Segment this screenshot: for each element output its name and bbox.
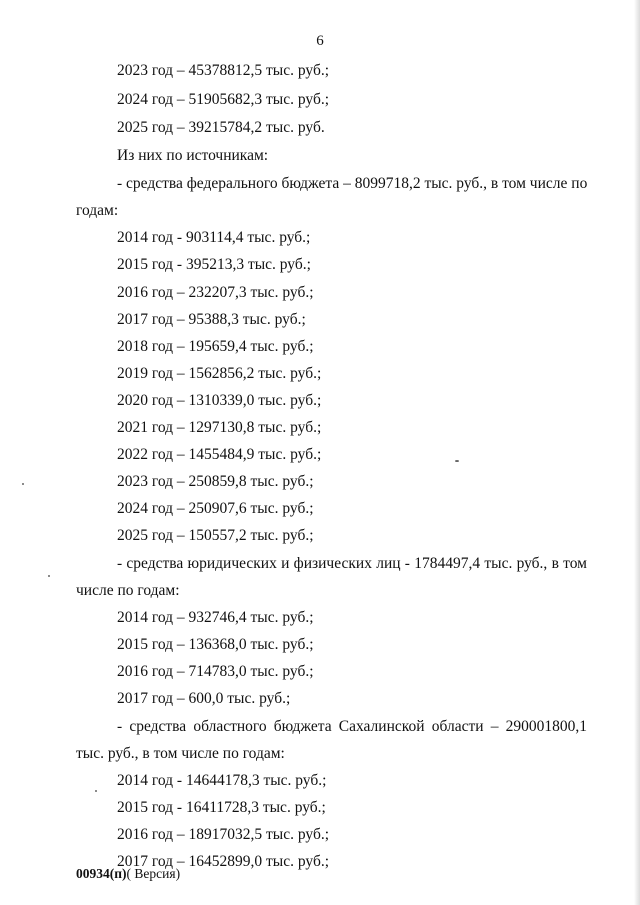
text-line-2024: 2024 год – 51905682,3 тыс. руб.; (117, 91, 330, 108)
regional-2017: 2017 год – 16452899,0 тыс. руб.; (117, 853, 330, 870)
federal-2015: 2015 год - 395213,3 тыс. руб.; (117, 256, 311, 273)
federal-2021: 2021 год – 1297130,8 тыс. руб.; (117, 419, 322, 436)
page-number: 6 (316, 33, 324, 49)
federal-2017: 2017 год – 95388,3 тыс. руб.; (117, 311, 306, 328)
legal-2015: 2015 год – 136368,0 тыс. руб.; (117, 636, 314, 653)
federal-2023: 2023 год – 250859,8 тыс. руб.; (117, 473, 314, 490)
federal-2016: 2016 год – 232207,3 тыс. руб.; (117, 284, 314, 301)
legal-entities-line: - средства юридических и физических лиц - 1784497,4 тыс. руб., в том (117, 555, 587, 572)
document-code: 00934(п) (76, 866, 127, 881)
federal-2022: 2022 год – 1455484,9 тыс. руб.; (117, 446, 322, 463)
legal-2014: 2014 год – 932746,4 тыс. руб.; (117, 609, 314, 626)
federal-2025: 2025 год – 150557,2 тыс. руб.; (117, 527, 314, 544)
legal-2017: 2017 год – 600,0 тыс. руб.; (117, 690, 291, 707)
sources-heading: Из них по источникам: (117, 147, 269, 164)
regional-2014: 2014 год - 14644178,3 тыс. руб.; (117, 772, 327, 789)
federal-budget-line: - средства федерального бюджета – 8099718,2 тыс. руб., в том числе по (117, 175, 588, 192)
footer (76, 866, 180, 882)
federal-2024: 2024 год – 250907,6 тыс. руб.; (117, 500, 314, 517)
text-line-2025: 2025 год – 39215784,2 тыс. руб. (117, 119, 325, 136)
document-version: ( Версия) (126, 866, 181, 881)
regional-2016: 2016 год – 18917032,5 тыс. руб.; (117, 826, 330, 843)
legal-entities-line-cont: числе по годам: (76, 582, 180, 599)
regional-budget-line: - средства областного бюджета Сахалинской области – 290001800,1 (117, 718, 587, 735)
regional-2015: 2015 год - 16411728,3 тыс. руб.; (117, 799, 326, 816)
scan-edge (634, 0, 640, 905)
federal-2019: 2019 год – 1562856,2 тыс. руб.; (117, 365, 322, 382)
scan-speck (48, 575, 50, 577)
scan-speck (455, 460, 459, 462)
federal-2020: 2020 год – 1310339,0 тыс. руб.; (117, 392, 322, 409)
federal-2014: 2014 год - 903114,4 тыс. руб.; (117, 229, 311, 246)
scan-speck (22, 483, 24, 485)
regional-budget-line-cont: тыс. руб., в том числе по годам: (76, 745, 285, 762)
federal-2018: 2018 год – 195659,4 тыс. руб.; (117, 338, 314, 355)
legal-2016: 2016 год – 714783,0 тыс. руб.; (117, 663, 314, 680)
scan-speck (95, 790, 97, 792)
text-line-2023: 2023 год – 45378812,5 тыс. руб.; (117, 62, 330, 79)
federal-budget-line-cont: годам: (76, 202, 119, 219)
